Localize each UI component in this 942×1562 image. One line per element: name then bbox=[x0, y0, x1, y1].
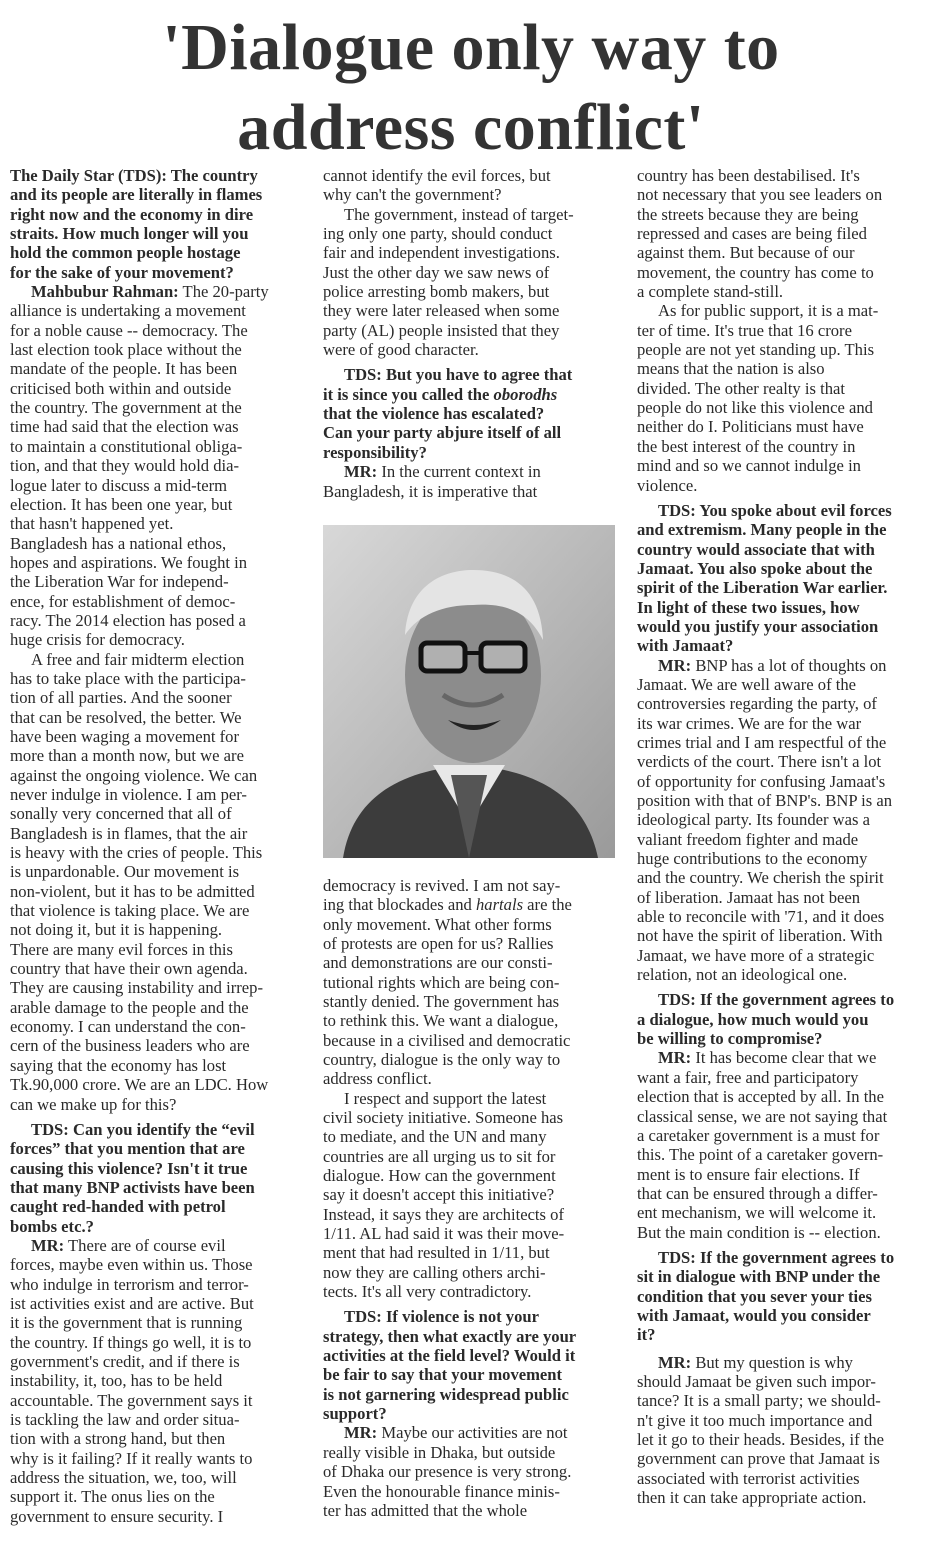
paragraph-text: There are of course evil forces, maybe even within us. Those who indulge in terrorism and terror- ist activities exist and are active. But it is the government that is running the country. If things go well, it is to government's credit, and if there is instability, it, too, has to be held accountable. The government says it is tackling the law and order situa- tion with a strong hand, but then why is it failing? If it really wants to address the situation, we, too, will support it. The onus lies on the government to ensure security. I bbox=[10, 1235, 254, 1526]
paragraph-text: TDS: But you have to agree that it is since you called the bbox=[323, 365, 573, 404]
paragraph-text: I respect and support the latest civil society initiative. Someone has to mediate, and the UN and many countries are all urging us to sit for dialogue. How can the government say it doesn't accept this initiative? Instead, it says they are architects of 1/11. AL had said it was their move- ment that had resulted in 1/11, but now they are calling others archi- tects. It's all very contradictory. bbox=[323, 1088, 565, 1302]
interview-question bbox=[323, 1307, 619, 1423]
headline bbox=[0, 8, 942, 168]
italic-term: oborodhs bbox=[493, 384, 558, 404]
interview-paragraph bbox=[323, 876, 619, 1089]
interview-paragraph bbox=[10, 1236, 310, 1526]
paragraph-text: are the only movement. What other forms of protests are open for us? Rallies and demonstrations are our consti- tutional rights which are being con- stantly denied. The government has to rethink this. We want a dialogue, because in a civilised and democratic country, dialogue is the only way to address conflict. bbox=[323, 895, 572, 1089]
paragraph-text: It has become clear that we want a fair, free and participatory election that is accepted by all. In the classical sense, we are not saying that a caretaker government is a must for this. The point of a caretaker govern- ment is to ensure fair elections. If that can be ensured through a differ- ent mechanism, we will welcome it. But the main condition is -- election. bbox=[637, 1048, 888, 1242]
paragraph-text: The 20-party alliance is undertaking a movement for a noble cause -- democracy. The last election took place without the mandate of the people. It has been criticised both within and outside the country. The government at the time had said that the election was to maintain a constitutional obliga- tion, and that they would hold dia- logue later to discuss a mid-term election. It has been one year, but that hasn't happened yet. Bangladesh has a national ethos, hopes and aspirations. We fought in the Liberation War for independ- ence, for establishment of democ- racy. The 2014 election has posed a huge crisis for democracy. bbox=[10, 282, 269, 650]
paragraph-text: Maybe our activities are not really visible in Dhaka, but outside of Dhaka our presence is very strong. Even the honourable finance minis- ter has admitted that the whole bbox=[323, 1423, 572, 1520]
interview-paragraph bbox=[637, 1048, 937, 1241]
interview-question bbox=[10, 1120, 310, 1236]
paragraph-text: BNP has a lot of thoughts on Jamaat. We are well aware of the controversies regarding the party, of its war crimes. We are for the war crimes trial and I am respectful of the verdicts of the court. There isn't a lot of opportunity for confusing Jamaat's position with that of BNP's. BNP is an ideological party. Its founder was a valiant freedom fighter and made huge contributions to the economy and the country. We cherish the spirit of liberation. Jamaat has not been able to reconcile with '71, and it does not have the spirit of liberation. With Jamaat, we have more of a strategic relation, not an ideological one. bbox=[637, 655, 892, 985]
interview-question bbox=[637, 501, 937, 656]
speaker-label: MR: bbox=[31, 1235, 65, 1255]
paragraph-text: TDS: If violence is not your strategy, then what exactly are your activities at the field level? Would it be fair to say that your movement is not garnering widespread public support? bbox=[323, 1307, 577, 1424]
interview-paragraph bbox=[637, 301, 937, 494]
interview-paragraph bbox=[637, 1353, 937, 1508]
speaker-label: MR: bbox=[344, 462, 378, 482]
interview-paragraph bbox=[323, 205, 619, 360]
interview-paragraph bbox=[323, 1423, 619, 1520]
article-column-1 bbox=[10, 166, 310, 1526]
interview-question bbox=[323, 365, 619, 462]
speaker-label: Mahbubur Rahman: bbox=[31, 282, 179, 302]
paragraph-text: The government, instead of target- ing only one party, should conduct fair and independent investigations. Just the other day we saw news of police arresting bomb makers, but they were later released when some party (AL) people insisted that they were of good character. bbox=[323, 204, 574, 360]
speaker-label: MR: bbox=[658, 1352, 692, 1372]
italic-term: hartals bbox=[476, 895, 524, 915]
paragraph-text: TDS: If the government agrees to a dialogue, how much would you be willing to compromise? bbox=[637, 990, 895, 1049]
interview-question bbox=[637, 1248, 937, 1345]
headline-line-2: address conflict' bbox=[237, 91, 705, 164]
interview-paragraph bbox=[10, 650, 310, 1114]
article-column-2 bbox=[323, 166, 619, 1520]
paragraph-text: cannot identify the evil forces, but why can't the government? bbox=[323, 166, 551, 205]
paragraph-text: country has been destabilised. It's not necessary that you see leaders on the streets because they are being repressed and cases are being filed against them. But because of our movement, the country has come to a complete stand-still. bbox=[637, 166, 883, 302]
paragraph-text: TDS: If the government agrees to sit in dialogue with BNP under the condition that you sever your ties with Jamaat, would you consider it? bbox=[637, 1247, 895, 1345]
interview-paragraph bbox=[323, 462, 619, 501]
speaker-label: MR: bbox=[344, 1423, 378, 1443]
interview-paragraph bbox=[323, 166, 619, 205]
paragraph-text: As for public support, it is a mat- ter of time. It's true that 16 crore people are not yet standing up. This means that the nation is also divided. The other realty is that people do not like this violence and neither do I. Politicians must have the best interest of the country in mind and so we cannot indulge in violence. bbox=[637, 301, 879, 495]
interview-question bbox=[10, 166, 310, 282]
interview-paragraph bbox=[637, 166, 937, 301]
speaker-label: MR: bbox=[658, 655, 692, 675]
paragraph-text: TDS: You spoke about evil forces and extremism. Many people in the country would associate that with Jamaat. You also spoke about the spirit of the Liberation War earlier. In light of these two issues, how would you justify your association with Jamaat? bbox=[637, 500, 892, 656]
portrait-photo bbox=[323, 525, 615, 858]
interview-paragraph bbox=[637, 656, 937, 985]
interview-question bbox=[637, 990, 937, 1048]
paragraph-text: democracy is revived. I am not say- ing that blockades and bbox=[323, 875, 561, 915]
interview-paragraph bbox=[10, 282, 310, 650]
paragraph-text: In the current context in Bangladesh, it is imperative that bbox=[323, 462, 541, 501]
paragraph-text: that the violence has escalated? Can your party abjure itself of all responsibility? bbox=[323, 404, 562, 462]
interview-paragraph bbox=[323, 1089, 619, 1302]
paragraph-text: The Daily Star (TDS): The country and its people are literally in flames right now and the economy in dire straits. How much longer will you hold the common people hostage for the sake of your movement? bbox=[10, 166, 263, 282]
paragraph-text: A free and fair midterm election has to take place with the participa- tion of all parties. And the sooner that can be resolved, the better. We have been waging a movement for more than a month now, but we are against the ongoing violence. We can never indulge in violence. I am per- sonally very concerned that all of Bangladesh is in flames, that the air is heavy with the cries of people. This is unpardonable. Our movement is non-violent, but it has to be admitted that violence is taking place. We are not doing it, but it is happening. There are many evil forces in this country that have their own agenda. They are causing instability and irrep- arable damage to the people and the economy. I can understand the con- cern of the business leaders who are saying that the economy has lost Tk.90,000 crore. We are an LDC. How can we make up for this? bbox=[10, 649, 269, 1114]
speaker-label: MR: bbox=[658, 1048, 692, 1068]
paragraph-text: But my question is why should Jamaat be given such impor- tance? It is a small party; we should- n't give it too much importance and let it go to their heads. Besides, if the government can prove that Jamaat is associated with terrorist activities then it can take appropriate action. bbox=[637, 1352, 885, 1508]
paragraph-text: TDS: Can you identify the “evil forces” that you mention that are causing this violence? Isn't it true that many BNP activists have been caught red-handed with petrol bombs etc.? bbox=[10, 1119, 255, 1236]
article-column-3 bbox=[637, 166, 937, 1507]
headline-line-1: 'Dialogue only way to bbox=[162, 11, 780, 84]
